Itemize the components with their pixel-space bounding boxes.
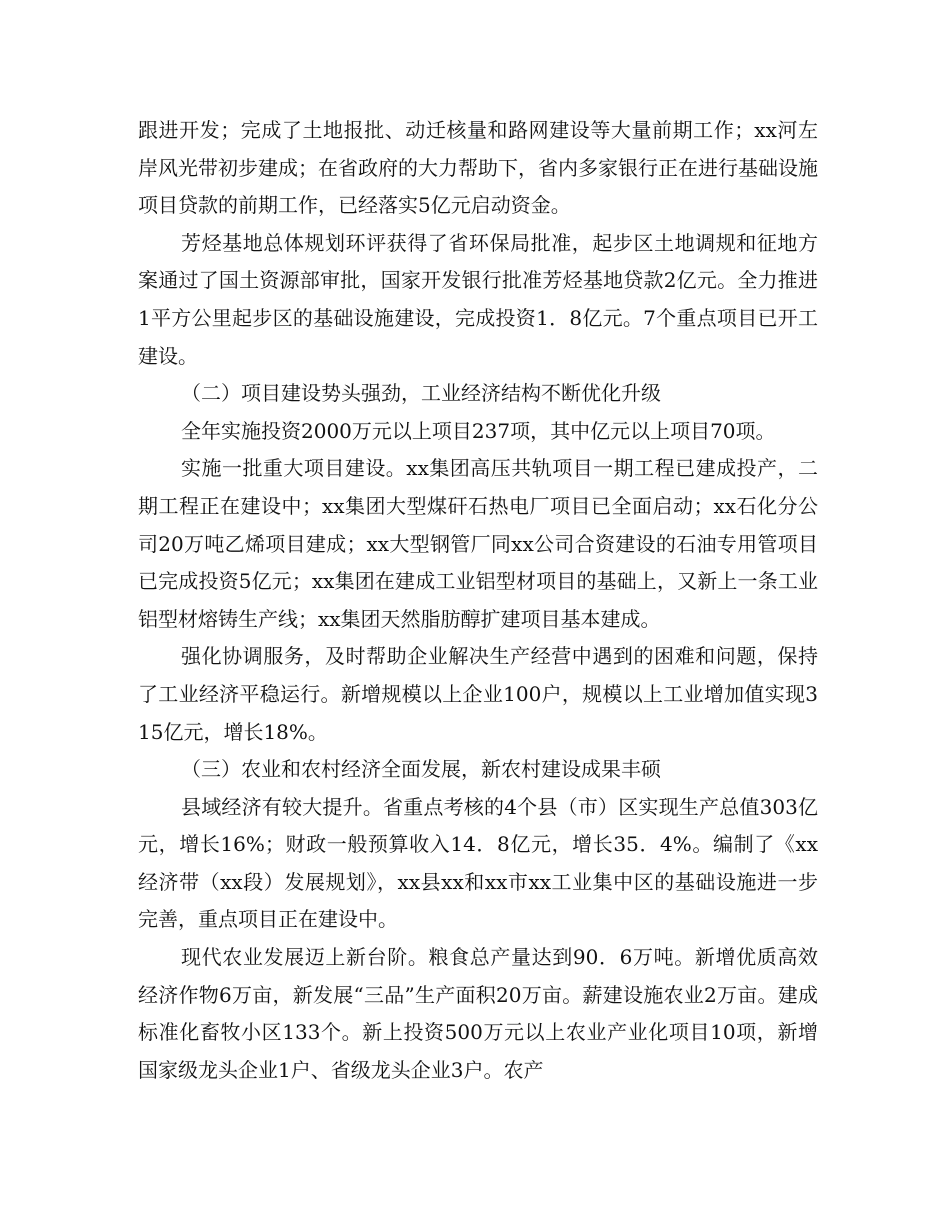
- paragraph-continuation: 跟进开发；完成了土地报批、动迁核量和路网建设等大量前期工作；xx河左岸风光带初步建成；在省政府的大力帮助下，省内多家银行正在进行基础设施项目贷款的前期工作，已经落实5亿元启动资金。: [138, 118, 818, 218]
- section-heading-2: （二）项目建设势头强劲，工业经济结构不断优化升级: [181, 381, 661, 406]
- paragraph-investment-summary: 全年实施投资2000万元以上项目237项，其中亿元以上项目70项。: [181, 418, 776, 443]
- document-body: [138, 112, 818, 1089]
- paragraph-modern-agriculture: 现代农业发展迈上新台阶。粮食总产量达到90．6万吨。新增优质高效经济作物6万亩，新发展“三品”生产面积20万亩。薪建设施农业2万亩。建成标准化畜牧小区133个。新上投资500万元以上农业产业化项目10项，新增国家级龙头企业1户、省级龙头企业3户。农产: [138, 945, 818, 1082]
- section-heading-3: （三）农业和农村经济全面发展，新农村建设成果丰硕: [181, 757, 661, 782]
- paragraph-county-economy: 县域经济有较大提升。省重点考核的4个县（市）区实现生产总值303亿元，增长16%；财政一般预算收入14．8亿元，增长35．4%。编制了《xx经济带（xx段）发展规划》，xx县xx和xx市xx工业集中区的基础设施进一步完善，重点项目正在建设中。: [138, 794, 818, 932]
- paragraph-major-projects: 实施一批重大项目建设。xx集团高压共轨项目一期工程已建成投产，二期工程正在建设中；xx集团大型煤矸石热电厂项目已全面启动；xx石化分公司20万吨乙烯项目建成；xx大型钢管厂同xx公司合资建设的石油专用管项目已完成投资5亿元；xx集团在建成工业铝型材项目的基础上，又新上一条工业铝型材熔铸生产线；xx集团天然脂肪醇扩建项目基本建成。: [138, 456, 818, 631]
- paragraph-aromatics-base: 芳烃基地总体规划环评获得了省环保局批准，起步区土地调规和征地方案通过了国土资源部审批，国家开发银行批准芳烃基地贷款2亿元。全力推进1平方公里起步区的基础设施建设，完成投资1．8亿元。7个重点项目已开工建设。: [138, 230, 818, 368]
- paragraph-coordination-services: 强化协调服务，及时帮助企业解决生产经营中遇到的困难和问题，保持了工业经济平稳运行。新增规模以上企业100户，规模以上工业增加值实现315亿元，增长18%。: [138, 644, 818, 744]
